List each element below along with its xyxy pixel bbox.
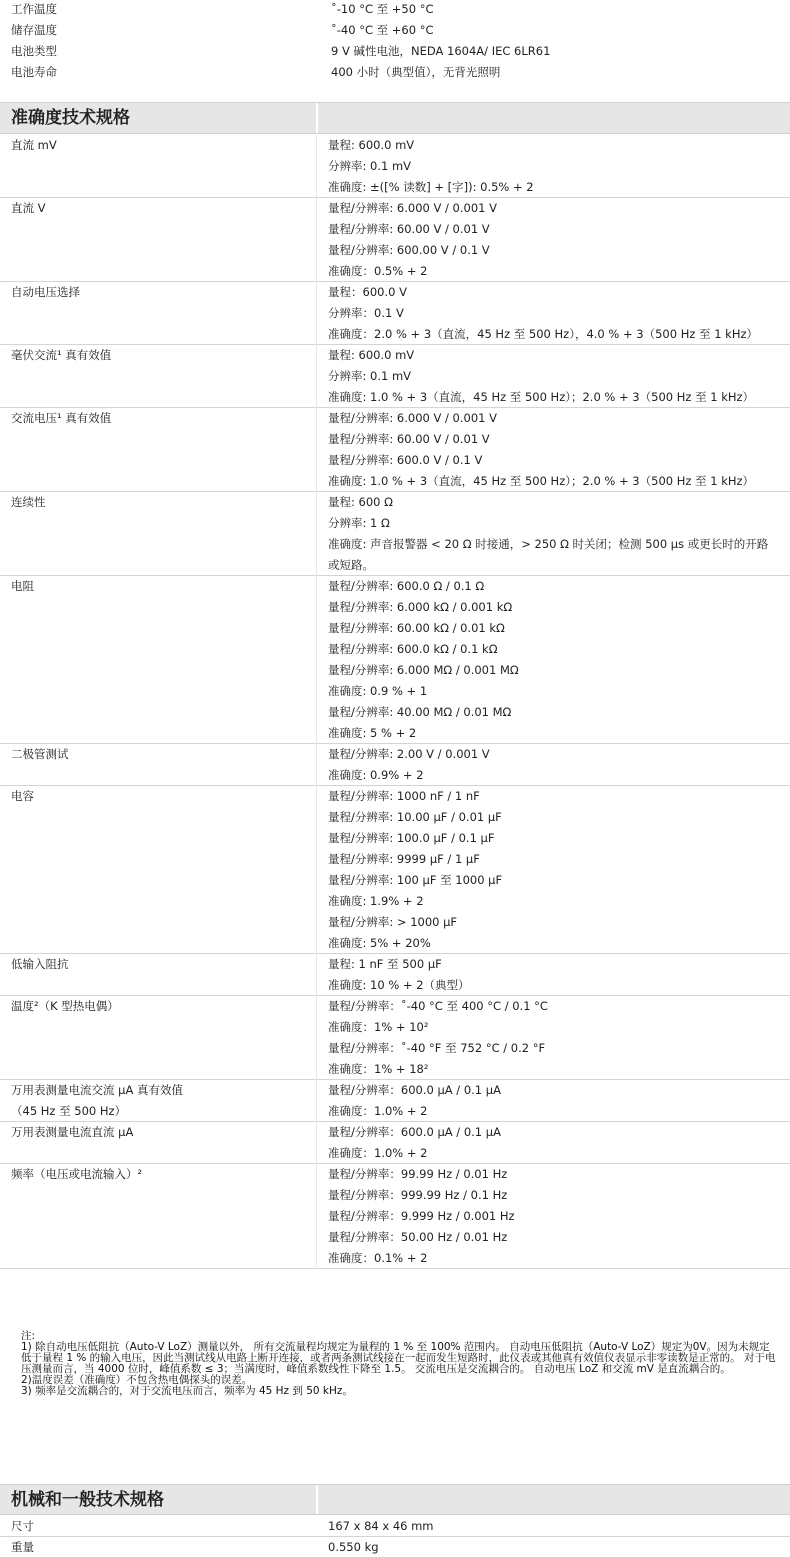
accuracy-value-line: 量程/分辨率: 6.000 V / 0.001 V bbox=[328, 411, 497, 425]
accuracy-label bbox=[11, 345, 311, 366]
accuracy-value-line: 分辨率: 0.1 mV bbox=[328, 159, 412, 173]
accuracy-value-line: 量程/分辨率: 6.000 kΩ / 0.001 kΩ bbox=[328, 600, 513, 614]
mechanical-value bbox=[328, 1516, 790, 1537]
accuracy-label-line: 频率（电压或电流输入）² bbox=[11, 1167, 143, 1181]
accuracy-section-header bbox=[0, 102, 790, 134]
accuracy-value-line: 准确度：1.0% + 2 bbox=[328, 1104, 428, 1118]
accuracy-label-line: 电阻 bbox=[11, 579, 34, 593]
accuracy-value-line: 量程: 600.0 mV bbox=[328, 348, 415, 362]
mechanical-section-header bbox=[0, 1484, 790, 1515]
footnote-line: 3) 频率是交流耦合的，对于交流电压而言，频率为 45 Hz 到 50 kHz。 bbox=[21, 1385, 353, 1397]
accuracy-value-line: 量程/分辨率: 2.00 V / 0.001 V bbox=[328, 747, 490, 761]
mechanical-label-text: 重量 bbox=[11, 1540, 34, 1554]
section-divider bbox=[316, 103, 318, 133]
spec-label-text: 电池寿命 bbox=[11, 65, 57, 79]
accuracy-value bbox=[328, 996, 790, 1080]
accuracy-value-line: 量程/分辨率: 1000 nF / 1 nF bbox=[328, 789, 480, 803]
accuracy-value-line: 量程/分辨率：9.999 Hz / 0.001 Hz bbox=[328, 1209, 515, 1223]
accuracy-label bbox=[11, 198, 311, 219]
accuracy-label-line: 低输入阻抗 bbox=[11, 957, 69, 971]
accuracy-value bbox=[328, 744, 790, 786]
mechanical-label bbox=[11, 1516, 311, 1537]
accuracy-label-line: 直流 V bbox=[11, 201, 46, 215]
accuracy-value-line: 量程: 600.0 mV bbox=[328, 138, 415, 152]
accuracy-value-line: 量程/分辨率: 100.0 µF / 0.1 µF bbox=[328, 831, 495, 845]
accuracy-value-line: 量程/分辨率：˚-40 °F 至 752 °C / 0.2 °F bbox=[328, 1041, 546, 1055]
accuracy-value-line: 量程/分辨率：˚-40 °C 至 400 °C / 0.1 °C bbox=[328, 999, 548, 1013]
spec-row bbox=[0, 41, 790, 62]
accuracy-row bbox=[0, 744, 790, 786]
accuracy-row bbox=[0, 996, 790, 1080]
accuracy-value bbox=[328, 1164, 790, 1269]
accuracy-row bbox=[0, 1080, 790, 1122]
accuracy-row bbox=[0, 345, 790, 408]
accuracy-value-line: 分辨率: 0.1 mV bbox=[328, 369, 412, 383]
accuracy-value-line: 量程/分辨率: 600.0 Ω / 0.1 Ω bbox=[328, 579, 485, 593]
accuracy-value-line: 量程/分辨率：600.0 µA / 0.1 µA bbox=[328, 1125, 501, 1139]
accuracy-value-line: 量程/分辨率: 60.00 kΩ / 0.01 kΩ bbox=[328, 621, 505, 635]
accuracy-row bbox=[0, 786, 790, 954]
accuracy-value bbox=[328, 408, 790, 492]
accuracy-value-line: 准确度: 1.0 % + 3（直流，45 Hz 至 500 Hz）；2.0 % + 3（500 Hz 至 1 kHz） bbox=[328, 474, 755, 488]
accuracy-row bbox=[0, 135, 790, 198]
accuracy-label bbox=[11, 954, 311, 975]
spec-value-text: ˚-40 °C 至 +60 °C bbox=[331, 23, 434, 37]
spec-value bbox=[331, 0, 790, 20]
accuracy-value-line: 量程/分辨率: > 1000 µF bbox=[328, 915, 458, 929]
accuracy-value-line: 准确度: 5 % + 2 bbox=[328, 726, 417, 740]
accuracy-value-line: 量程/分辨率: 9999 µF / 1 µF bbox=[328, 852, 480, 866]
spec-value-text: 9 V 碱性电池，NEDA 1604A/ IEC 6LR61 bbox=[331, 44, 551, 58]
footnote-line: 2)温度误差（准确度）不包含热电偶探头的误差。 bbox=[21, 1374, 253, 1386]
mechanical-label bbox=[11, 1537, 311, 1558]
spec-row bbox=[0, 20, 790, 41]
accuracy-label bbox=[11, 786, 311, 807]
accuracy-row bbox=[0, 492, 790, 576]
accuracy-value-line: 或短路。 bbox=[328, 558, 374, 572]
spec-row bbox=[0, 62, 790, 83]
accuracy-value-line: 量程/分辨率：999.99 Hz / 0.1 Hz bbox=[328, 1188, 508, 1202]
accuracy-value-line: 准确度：2.0 % + 3（直流，45 Hz 至 500 Hz），4.0 % + 3（500 Hz 至 1 kHz） bbox=[328, 327, 759, 341]
accuracy-value-line: 量程/分辨率: 600.0 V / 0.1 V bbox=[328, 453, 483, 467]
accuracy-value bbox=[328, 786, 790, 954]
accuracy-value-line: 准确度: 1.0 % + 3（直流，45 Hz 至 500 Hz）；2.0 % + 3（500 Hz 至 1 kHz） bbox=[328, 390, 755, 404]
spec-value bbox=[331, 41, 790, 62]
accuracy-label-line: 交流电压¹ 真有效值 bbox=[11, 411, 112, 425]
accuracy-value-line: 量程: 1 nF 至 500 µF bbox=[328, 957, 442, 971]
accuracy-row bbox=[0, 576, 790, 744]
section-title: 准确度技术规格 bbox=[11, 108, 130, 128]
spec-label bbox=[11, 41, 311, 62]
accuracy-value-line: 量程/分辨率: 600.0 kΩ / 0.1 kΩ bbox=[328, 642, 498, 656]
spec-label bbox=[11, 62, 311, 83]
column-divider bbox=[316, 135, 317, 1269]
accuracy-label-line: 直流 mV bbox=[11, 138, 57, 152]
accuracy-value-line: 准确度：1.0% + 2 bbox=[328, 1146, 428, 1160]
accuracy-row bbox=[0, 282, 790, 345]
accuracy-label bbox=[11, 492, 311, 513]
accuracy-row bbox=[0, 198, 790, 282]
spec-value-text: 400 小时（典型值），无背光照明 bbox=[331, 65, 501, 79]
accuracy-value-line: 量程/分辨率: 60.00 V / 0.01 V bbox=[328, 222, 490, 236]
accuracy-label-line: （45 Hz 至 500 Hz） bbox=[11, 1104, 127, 1118]
spec-value bbox=[331, 62, 790, 83]
accuracy-label bbox=[11, 1080, 311, 1122]
accuracy-label-line: 万用表测量电流交流 µA 真有效值 bbox=[11, 1083, 183, 1097]
accuracy-value-line: 量程/分辨率: 40.00 MΩ / 0.01 MΩ bbox=[328, 705, 512, 719]
accuracy-label-line: 连续性 bbox=[11, 495, 46, 509]
accuracy-value bbox=[328, 345, 790, 408]
accuracy-row bbox=[0, 1164, 790, 1269]
accuracy-value-line: 量程：600.0 V bbox=[328, 285, 407, 299]
accuracy-label-line: 二极管测试 bbox=[11, 747, 69, 761]
accuracy-value-line: 准确度: 1.9% + 2 bbox=[328, 894, 424, 908]
accuracy-label bbox=[11, 408, 311, 429]
accuracy-label bbox=[11, 576, 311, 597]
accuracy-value-line: 量程/分辨率: 6.000 V / 0.001 V bbox=[328, 201, 497, 215]
spec-label-text: 电池类型 bbox=[11, 44, 57, 58]
accuracy-label bbox=[11, 282, 311, 303]
accuracy-value-line: 量程/分辨率: 100 µF 至 1000 µF bbox=[328, 873, 503, 887]
section-title: 机械和一般技术规格 bbox=[11, 1490, 164, 1510]
section-divider bbox=[316, 1485, 318, 1514]
accuracy-value bbox=[328, 954, 790, 996]
accuracy-label bbox=[11, 1122, 311, 1143]
accuracy-label-line: 自动电压选择 bbox=[11, 285, 80, 299]
accuracy-value bbox=[328, 198, 790, 282]
accuracy-label bbox=[11, 996, 311, 1017]
accuracy-value bbox=[328, 282, 790, 345]
accuracy-value-line: 量程/分辨率：99.99 Hz / 0.01 Hz bbox=[328, 1167, 508, 1181]
accuracy-value-line: 准确度: 声音报警器 < 20 Ω 时接通，> 250 Ω 时关闭；检测 500 µs 或更长时的开路 bbox=[328, 537, 769, 551]
accuracy-label bbox=[11, 135, 311, 156]
accuracy-value-line: 量程/分辨率: 6.000 MΩ / 0.001 MΩ bbox=[328, 663, 519, 677]
accuracy-value bbox=[328, 1122, 790, 1164]
spec-label bbox=[11, 20, 311, 41]
footnote-line: 1) 除自动电压低阻抗（Auto-V LoZ）测量以外， 所有交流量程均规定为量程的 1 % 至 100% 范围内。 自动电压低阻抗（Auto-V LoZ）规定为0V。因为未规定低于量程 1 % 的输入电压，因此当测试线从电路上断开连接，或者两条测试线接在一起而发生短路时，此仪表或其他真有效值仪表显示非零读数是正常的。 对于电压测量而言，当 4000 位时，峰值系数 ≤ 3；当满度时，峰值系数线性下降至 1.5。 交流电压是交流耦合的。 自动电压 LoZ 和交流 mV 是直流耦合的。 bbox=[21, 1341, 776, 1375]
accuracy-value-line: 准确度: 0.9 % + 1 bbox=[328, 684, 428, 698]
accuracy-value-line: 分辨率：0.1 V bbox=[328, 306, 404, 320]
accuracy-label-line: 电容 bbox=[11, 789, 34, 803]
accuracy-label-line: 万用表测量电流直流 µA bbox=[11, 1125, 134, 1139]
footnote-line: 注: bbox=[21, 1330, 36, 1342]
accuracy-label-line: 温度²（K 型热电偶） bbox=[11, 999, 119, 1013]
accuracy-value-line: 量程/分辨率: 60.00 V / 0.01 V bbox=[328, 432, 490, 446]
mechanical-value bbox=[328, 1537, 790, 1558]
mechanical-value-text: 0.550 kg bbox=[328, 1540, 379, 1554]
accuracy-row bbox=[0, 1122, 790, 1164]
accuracy-value-line: 准确度：1% + 10² bbox=[328, 1020, 429, 1034]
accuracy-value-line: 量程: 600 Ω bbox=[328, 495, 393, 509]
mechanical-label-text: 尺寸 bbox=[11, 1519, 34, 1533]
accuracy-value-line: 准确度: 5% + 20% bbox=[328, 936, 431, 950]
accuracy-value-line: 量程/分辨率：50.00 Hz / 0.01 Hz bbox=[328, 1230, 508, 1244]
accuracy-row bbox=[0, 408, 790, 492]
mechanical-value-text: 167 x 84 x 46 mm bbox=[328, 1519, 434, 1533]
accuracy-value bbox=[328, 576, 790, 744]
accuracy-value-line: 准确度: ±([% 读数] + [字]): 0.5% + 2 bbox=[328, 180, 534, 194]
accuracy-value-line: 准确度: 10 % + 2（典型） bbox=[328, 978, 470, 992]
spec-value bbox=[331, 20, 790, 41]
accuracy-label bbox=[11, 1164, 311, 1185]
accuracy-label-line: 毫伏交流¹ 真有效值 bbox=[11, 348, 112, 362]
spec-row bbox=[0, 0, 790, 20]
accuracy-label bbox=[11, 744, 311, 765]
mechanical-row bbox=[0, 1516, 790, 1537]
accuracy-value-line: 准确度：1% + 18² bbox=[328, 1062, 429, 1076]
spec-label bbox=[11, 0, 311, 20]
mechanical-row bbox=[0, 1537, 790, 1558]
accuracy-value-line: 量程/分辨率: 10.00 µF / 0.01 µF bbox=[328, 810, 502, 824]
accuracy-value-line: 准确度：0.1% + 2 bbox=[328, 1251, 428, 1265]
accuracy-value bbox=[328, 135, 790, 198]
spec-label-text: 储存温度 bbox=[11, 23, 57, 37]
spec-label-text: 工作温度 bbox=[11, 2, 57, 16]
accuracy-value-line: 量程/分辨率：600.0 µA / 0.1 µA bbox=[328, 1083, 501, 1097]
spec-value-text: ˚-10 °C 至 +50 °C bbox=[331, 2, 434, 16]
accuracy-value bbox=[328, 1080, 790, 1122]
accuracy-value-line: 量程/分辨率: 600.00 V / 0.1 V bbox=[328, 243, 490, 257]
accuracy-value-line: 分辨率: 1 Ω bbox=[328, 516, 390, 530]
accuracy-row bbox=[0, 954, 790, 996]
accuracy-value-line: 准确度：0.5% + 2 bbox=[328, 264, 428, 278]
accuracy-value bbox=[328, 492, 790, 576]
footnotes bbox=[21, 1331, 776, 1397]
accuracy-value-line: 准确度: 0.9% + 2 bbox=[328, 768, 424, 782]
